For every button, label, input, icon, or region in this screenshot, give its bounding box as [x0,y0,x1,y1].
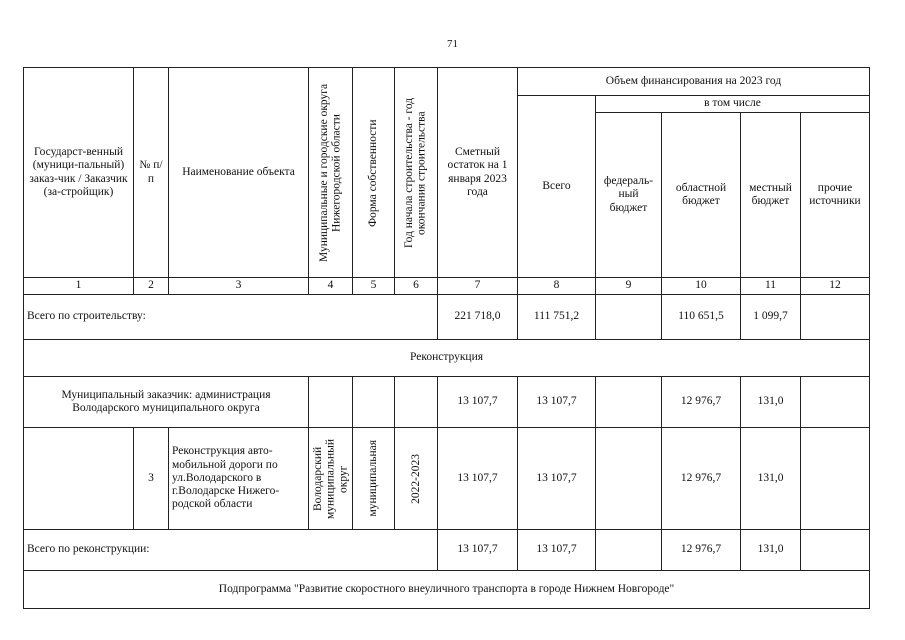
construction-total-federal [596,295,662,340]
construction-total-total: 111 751,2 [518,295,596,340]
object-federal [596,428,662,530]
object-local: 131,0 [741,428,801,530]
column-number: 5 [353,278,395,295]
customer-local: 131,0 [741,377,801,428]
object-balance: 13 107,7 [438,428,518,530]
object-row [24,428,870,530]
header-district: Муниципальные и городские округа Нижегородской области [317,83,343,262]
construction-total-regional: 110 651,5 [662,295,741,340]
customer-label: Муниципальный заказчик: администрация Володарского муниципального округа [24,377,309,428]
reconstruction-total-label: Всего по реконструкции: [24,530,438,571]
object-other [801,428,870,530]
column-number: 9 [596,278,662,295]
header-district-cell [309,68,353,278]
object-district-cell [309,428,353,530]
financing-table [23,67,870,609]
object-regional: 12 976,7 [662,428,741,530]
reconstruction-section-row [24,340,870,377]
column-number: 2 [134,278,169,295]
construction-total-local: 1 099,7 [741,295,801,340]
object-district: Володарский муниципальный округ [311,438,349,519]
object-name: Реконструкция авто-мобильной дороги по ул.Володарского в г.Володарске Нижего-родской области [169,428,309,530]
customer-federal [596,377,662,428]
header-other: прочие источники [801,113,870,278]
reconstruction-total-other [801,530,870,571]
header-ownership-cell [353,68,395,278]
object-customer-empty [24,428,134,530]
header-row-1 [24,68,870,96]
customer-empty [353,377,395,428]
page-number: 71 [447,38,458,50]
header-local: местный бюджет [741,113,801,278]
object-years: 2022-2023 [409,453,422,504]
header-balance: Сметный остаток на 1 января 2023 года [438,68,518,278]
customer-empty [395,377,438,428]
construction-total-balance: 221 718,0 [438,295,518,340]
column-number: 4 [309,278,353,295]
header-total: Всего [518,96,596,278]
reconstruction-total-balance: 13 107,7 [438,530,518,571]
column-number: 12 [801,278,870,295]
header-ownership: Форма собственности [367,118,380,227]
column-number: 7 [438,278,518,295]
column-number: 3 [169,278,309,295]
object-ownership-cell [353,428,395,530]
column-number: 1 [24,278,134,295]
subprogram-title: Подпрограмма "Развитие скоростного внеуличного транспорта в городе Нижнем Новгороде" [24,571,870,609]
object-number: 3 [134,428,169,530]
customer-row [24,377,870,428]
construction-total-row [24,295,870,340]
column-number: 6 [395,278,438,295]
header-years-cell [395,68,438,278]
reconstruction-total-regional: 12 976,7 [662,530,741,571]
header-number: № п/п [134,68,169,278]
subprogram-row [24,571,870,609]
reconstruction-total-total: 13 107,7 [518,530,596,571]
column-numbers-row [24,278,870,295]
customer-empty [309,377,353,428]
construction-total-other [801,295,870,340]
reconstruction-total-federal [596,530,662,571]
customer-balance: 13 107,7 [438,377,518,428]
object-total: 13 107,7 [518,428,596,530]
customer-other [801,377,870,428]
construction-total-label: Всего по строительству: [24,295,438,340]
reconstruction-total-row [24,530,870,571]
header-including: в том числе [596,96,870,113]
header-object-name: Наименование объекта [169,68,309,278]
object-years-cell [395,428,438,530]
header-years: Год начала строительства - год окончания строительства [403,97,428,248]
column-number: 11 [741,278,801,295]
column-number: 8 [518,278,596,295]
header-federal: федераль-ный бюджет [596,113,662,278]
header-funding-group: Объем финансирования на 2023 год [518,68,870,96]
reconstruction-section-title: Реконструкция [24,340,870,377]
header-regional: областной бюджет [662,113,741,278]
customer-regional: 12 976,7 [662,377,741,428]
object-ownership: муниципальная [367,440,380,517]
column-number: 10 [662,278,741,295]
customer-total: 13 107,7 [518,377,596,428]
reconstruction-total-local: 131,0 [741,530,801,571]
header-customer: Государст-венный (муници-пальный) заказ-чик / Заказчик (за-стройщик) [24,68,134,278]
